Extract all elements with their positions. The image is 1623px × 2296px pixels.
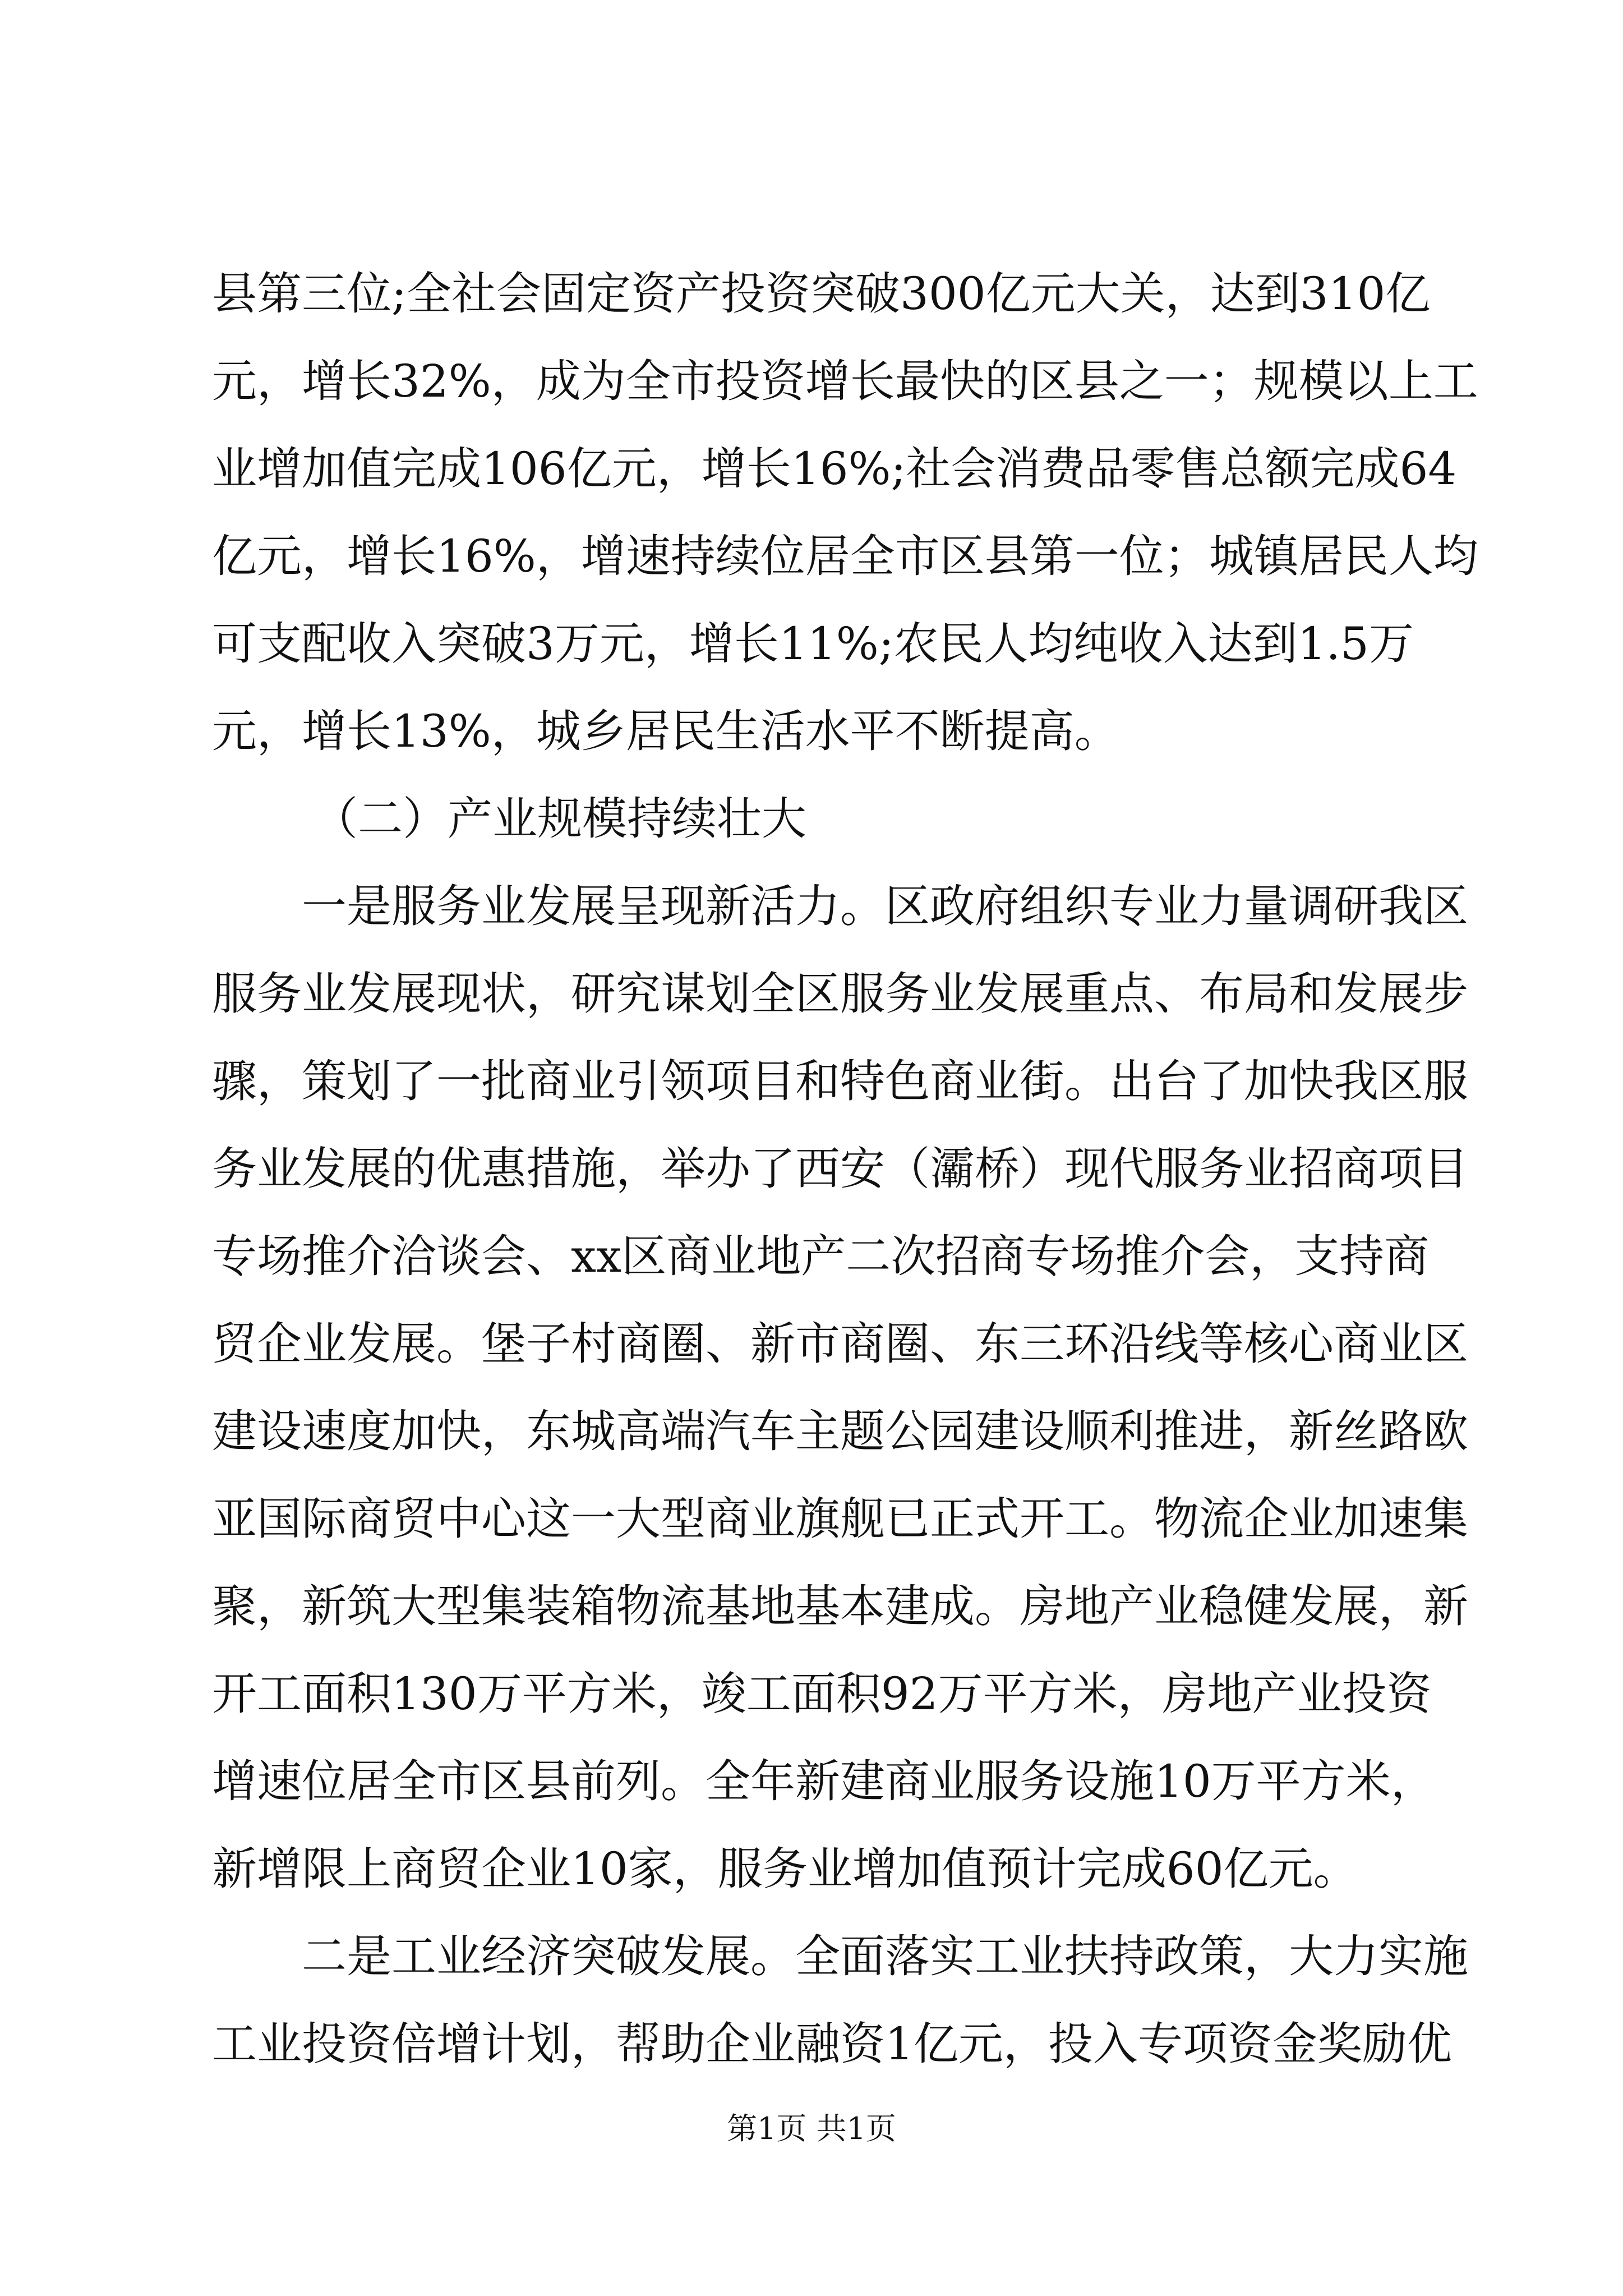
document-body: [212, 250, 1478, 2088]
text-line: 服务业发展现状，研究谋划全区服务业发展重点、布局和发展步: [212, 968, 1468, 1020]
text-line: 县第三位;全社会固定资产投资突破300亿元大关，达到310亿: [212, 268, 1431, 320]
text-line: 专场推介洽谈会、xx区商业地产二次招商专场推介会，支持商: [212, 1230, 1430, 1282]
text-line: 新增限上商贸企业10家，服务业增加值预计完成60亿元。: [212, 1843, 1358, 1895]
text-line: 可支配收入突破3万元，增长11%;农民人均纯收入达到1.5万: [212, 618, 1414, 670]
text-line: 增速位居全市区县前列。全年新建商业服务设施10万平方米，: [212, 1755, 1436, 1807]
section-heading: （二）产业规模持续壮大: [313, 793, 806, 845]
text-line: 元，增长13%，城乡居民生活水平不断提高。: [212, 705, 1119, 757]
text-line: 业增加值完成106亿元，增长16%;社会消费品零售总额完成64: [212, 443, 1457, 495]
text-line: 骤，策划了一批商业引领项目和特色商业街。出台了加快我区服: [212, 1055, 1468, 1107]
text-line: 开工面积130万平方米，竣工面积92万平方米，房地产业投资: [212, 1668, 1432, 1720]
text-line: 元，增长32%，成为全市投资增长最快的区县之一；规模以上工: [212, 355, 1478, 407]
page-footer: 第1页 共1页: [727, 2111, 896, 2146]
text-line: 工业投资倍增计划，帮助企业融资1亿元，投入专项资金奖励优: [212, 2018, 1452, 2070]
text-line: 亚国际商贸中心这一大型商业旗舰已正式开工。物流企业加速集: [212, 1493, 1468, 1545]
text-line: 聚，新筑大型集装箱物流基地基本建成。房地产业稳健发展，新: [212, 1580, 1468, 1632]
text-line: 贸企业发展。堡子村商圈、新市商圈、东三环沿线等核心商业区: [212, 1318, 1468, 1370]
text-line: 二是工业经济突破发展。全面落实工业扶持政策，大力实施: [302, 1930, 1468, 1982]
text-line: 一是服务业发展呈现新活力。区政府组织专业力量调研我区: [302, 880, 1468, 932]
text-line: 务业发展的优惠措施，举办了西安（灞桥）现代服务业招商项目: [212, 1143, 1468, 1195]
text-line: 建设速度加快，东城高端汽车主题公园建设顺利推进，新丝路欧: [212, 1405, 1468, 1457]
text-line: 亿元，增长16%，增速持续位居全市区县第一位；城镇居民人均: [212, 530, 1478, 582]
